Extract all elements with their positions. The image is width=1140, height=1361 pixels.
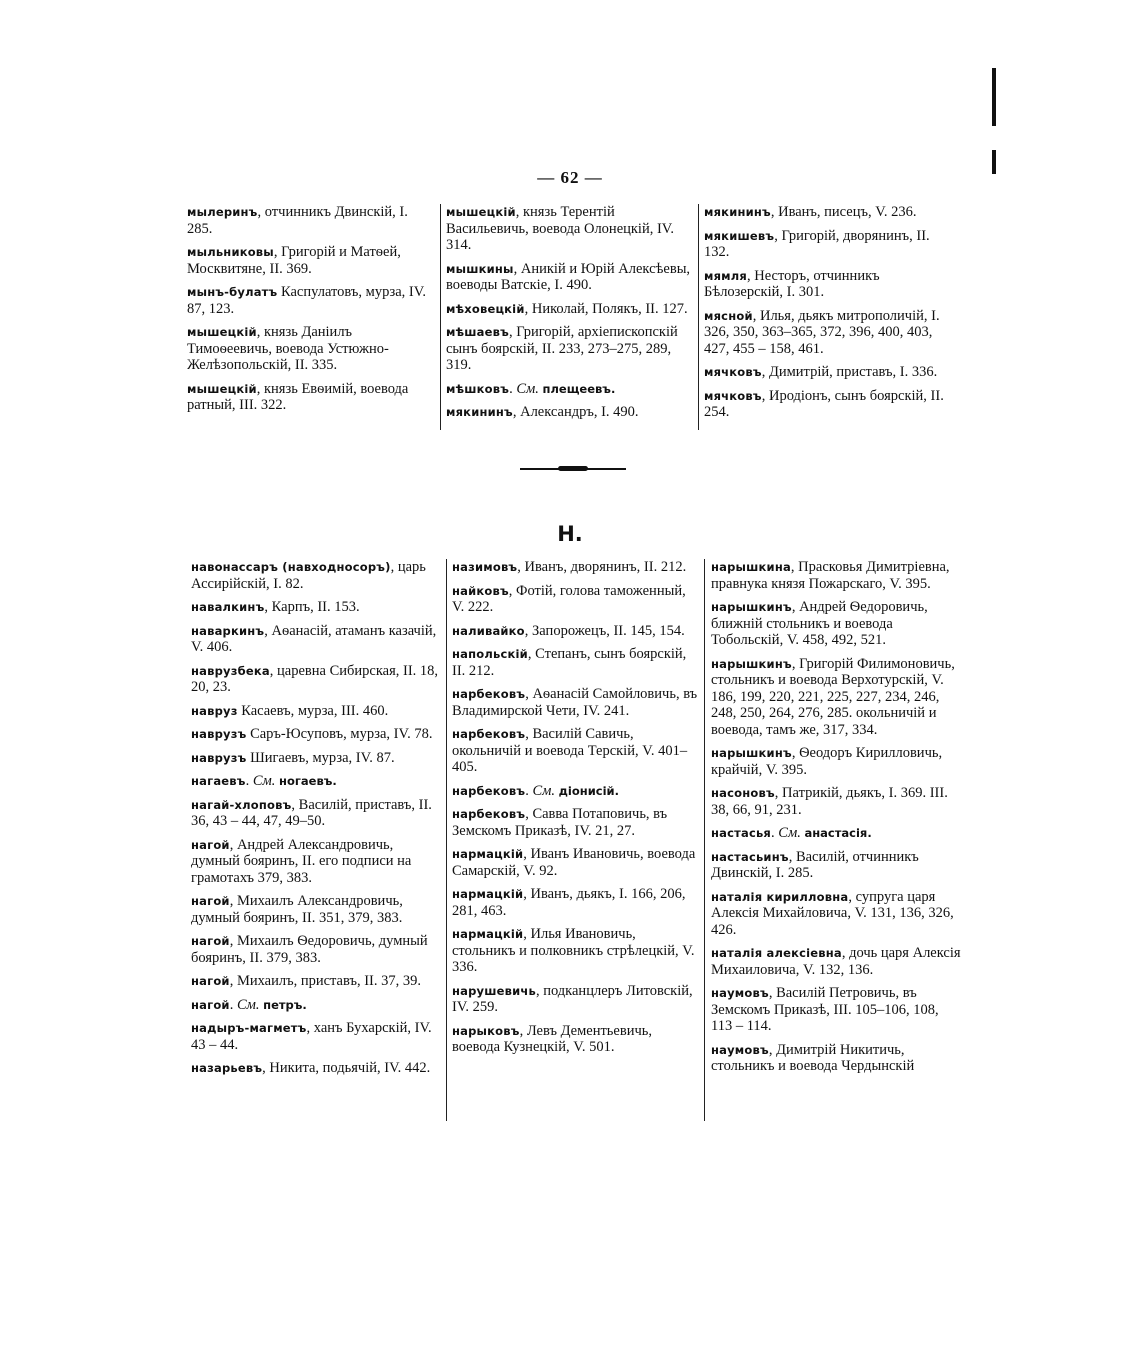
scan-margin-mark: [992, 68, 996, 126]
entry-text: , Александръ, I. 490.: [512, 404, 639, 420]
column-rule: [704, 559, 705, 1121]
entry-text: , князь Даніилъ Тимоѳеевичь, воевода Устюжно-Желѣзопольскій, II. 335.: [187, 324, 389, 373]
entry-text: , Степанъ, сынъ боярскій, II. 212.: [452, 646, 687, 679]
index-entry: [187, 244, 435, 277]
entry-text: , Андрей Александровичь, думный бояринъ, II. его подписи на грамотахъ 379, 383.: [191, 836, 412, 886]
index-entry: [452, 783, 700, 800]
entry-text: , Илья Ивановичь, стольникъ и полковникъ стрѣлецкій, V. 336.: [452, 926, 695, 975]
index-entry: [187, 284, 435, 317]
entry-headword: мынъ-булатъ: [187, 285, 278, 299]
index-entry: [452, 726, 700, 776]
entry-headword: мячковъ: [704, 365, 762, 379]
page-number: — 62 —: [537, 168, 603, 187]
entry-headword: наврузбека: [191, 663, 270, 678]
entry-text: , Николай, Полякъ, II. 127.: [524, 300, 688, 317]
index-entry: [191, 797, 441, 830]
index-entry: [187, 204, 435, 237]
index-entry: [711, 945, 963, 978]
entry-headword: найковъ: [452, 583, 509, 598]
scan-margin-mark: [992, 150, 996, 174]
entry-headword: наталія алексіевна: [711, 946, 842, 960]
index-entry: [704, 388, 954, 421]
index-entry: [191, 893, 441, 926]
index-entry: [711, 825, 963, 842]
entry-headword: нагаевъ: [191, 774, 246, 788]
index-entry: [191, 1020, 441, 1053]
index-entry: [187, 381, 435, 414]
see-reference-target: плещеевъ.: [542, 381, 616, 396]
entry-headword: мямля: [704, 268, 747, 283]
index-entry: [452, 886, 700, 919]
index-entry: [191, 726, 441, 743]
entry-headword: наврузъ: [191, 750, 247, 765]
index-entry: [191, 1060, 441, 1077]
entry-headword: нарбековъ: [452, 783, 526, 798]
index-entry: [191, 559, 441, 592]
entry-headword: мыльниковы: [187, 245, 274, 259]
entry-headword: нагой: [191, 934, 230, 948]
entry-text: .: [771, 825, 779, 841]
index-entry: [452, 1023, 700, 1056]
entry-text: Саръ-Юсуповъ, мурза, IV. 78.: [246, 726, 433, 742]
index-entry: [446, 261, 692, 294]
column-rule: [698, 204, 699, 430]
entry-text: , подканцлеръ Литовскій, IV. 259.: [452, 982, 693, 1015]
entry-headword: нармацкій: [452, 927, 524, 941]
entry-headword: нагой: [191, 837, 230, 852]
index-entry: [191, 773, 441, 790]
entry-text: , Фотій, голова таможенный, V. 222.: [452, 582, 686, 615]
entry-headword: мѣшаевъ: [446, 325, 509, 339]
index-entry: [452, 559, 700, 576]
entry-headword: назимовъ: [452, 560, 518, 574]
entry-text: , Василій Петровичь, въ Земскомъ Приказѣ, III. 105–106, 108, 113 – 114.: [711, 985, 939, 1034]
entry-headword: настасья: [711, 826, 772, 840]
entry-headword: наваркинъ: [191, 623, 265, 638]
index-entry: [452, 983, 700, 1016]
entry-headword: нарышкинъ: [711, 656, 792, 671]
entry-headword: нарышкинъ: [711, 600, 792, 614]
entry-headword: мякининъ: [704, 205, 771, 219]
entry-text: Касаевъ, мурза, III. 460.: [237, 702, 389, 719]
index-entry: [711, 656, 963, 739]
top-column-2: [446, 204, 692, 428]
index-entry: [711, 559, 963, 592]
entry-headword: наталія кирилловна: [711, 889, 849, 904]
entry-headword: навруз: [191, 703, 238, 718]
entry-headword: мякишевъ: [704, 228, 775, 243]
entry-text: , Запорожецъ, II. 145, 154.: [524, 622, 685, 639]
see-reference-label: См.: [516, 380, 539, 397]
entry-text: , царевна Сибирская, II. 18, 20, 23.: [191, 662, 439, 695]
column-rule: [440, 204, 441, 430]
entry-text: .: [525, 782, 533, 799]
index-entry: [711, 785, 963, 818]
index-entry: [452, 846, 700, 879]
entry-headword: нармацкій: [452, 847, 524, 861]
entry-text: , ханъ Бухарскій, IV. 43 – 44.: [191, 1020, 432, 1053]
entry-headword: наливайко: [452, 623, 525, 638]
entry-text: , царь Ассирійскій, I. 82.: [191, 559, 426, 592]
index-entry: [452, 806, 700, 839]
entry-text: , Иванъ, дьякъ, I. 166, 206, 281, 463.: [452, 886, 686, 919]
index-entry: [191, 599, 441, 616]
index-entry: [191, 623, 441, 656]
index-entry: [452, 686, 700, 719]
index-entry: [446, 204, 692, 254]
entry-text: , Аѳанасій, атаманъ казачій, V. 406.: [191, 622, 437, 655]
entry-text: , князь Терентій Васильевичь, воевода Олонецкій, IV. 314.: [446, 204, 675, 253]
see-reference-label: См.: [252, 773, 276, 789]
index-entry: [711, 599, 963, 649]
index-entry: [711, 889, 963, 939]
entry-headword: нагой: [191, 997, 230, 1012]
entry-text: , Димитрій Никитичь, стольникъ и воевода Чердынскій: [711, 1041, 915, 1074]
entry-text: , Василій, отчинникъ Двинскій, I. 285.: [711, 848, 919, 881]
entry-headword: наврузъ: [191, 727, 247, 741]
entry-headword: мышкины: [446, 261, 514, 276]
index-entry: [446, 404, 692, 421]
bottom-column-2: [452, 559, 700, 1063]
see-reference-target: петръ.: [263, 997, 307, 1012]
see-reference-label: См.: [236, 996, 260, 1013]
index-entry: [452, 926, 700, 976]
index-entry: [452, 646, 700, 679]
index-entry: [704, 228, 954, 261]
entry-headword: мылеринъ: [187, 205, 258, 219]
entry-text: , Григорій Филимоновичь, стольникъ и воевода Верхотурскій, V. 186, 199, 220, 221, 225, 227, 234, 246, 248, 250, 264, 276, 285. окольничій и воевода, тамъ же, 317, 334.: [711, 655, 955, 738]
index-entry: [452, 583, 700, 616]
top-column-1: [187, 204, 435, 421]
entry-headword: нагай-хлоповъ: [191, 797, 292, 812]
entry-text: , Григорій, дворянинъ, II. 132.: [704, 227, 930, 260]
entry-text: , Карпъ, II. 153.: [264, 599, 360, 615]
index-entry: [704, 268, 954, 301]
entry-headword: надыръ-магметъ: [191, 1021, 307, 1035]
entry-text: , Михаилъ Ѳедоровичь, думный бояринъ, II. 379, 383.: [191, 933, 428, 966]
entry-text: , Несторъ, отчинникъ Бѣлозерскій, I. 301.: [704, 267, 880, 300]
entry-headword: нарушевичь: [452, 983, 536, 998]
entry-text: .: [245, 773, 253, 789]
entry-headword: напольскій: [452, 647, 528, 661]
index-entry: [711, 985, 963, 1035]
entry-headword: наумовъ: [711, 1042, 769, 1057]
column-rule: [446, 559, 447, 1121]
see-reference-target: ногаевъ.: [279, 774, 337, 788]
bottom-column-1: [191, 559, 441, 1084]
entry-headword: навалкинъ: [191, 600, 265, 614]
bottom-column-3: [711, 559, 963, 1082]
entry-headword: настасьинъ: [711, 849, 789, 864]
entry-text: , Михаилъ, приставъ, II. 37, 39.: [229, 973, 421, 989]
entry-text: .: [509, 380, 517, 397]
index-entry: [191, 837, 441, 887]
index-entry: [446, 381, 692, 398]
entry-text: , Савва Потаповичь, въ Земскомъ Приказѣ, IV. 21, 27.: [452, 806, 668, 839]
see-reference-target: діонисій.: [558, 783, 619, 798]
entry-text: , Василій, приставъ, II. 36, 43 – 44, 47, 49–50.: [191, 796, 432, 829]
entry-text: .: [229, 996, 237, 1013]
index-entry: [446, 301, 692, 318]
index-entry: [711, 849, 963, 882]
entry-text: , Илья, дьякъ митрополичій, I. 326, 350, 363–365, 372, 396, 400, 403, 427, 455 – 158, 461.: [704, 307, 940, 357]
entry-text: , Никита, подьячій, IV. 442.: [262, 1060, 431, 1076]
entry-text: , Прасковья Димитріевна, правнука князя Пожарскаго, V. 395.: [711, 559, 950, 592]
entry-text: , Димитрій, приставъ, I. 336.: [761, 364, 938, 380]
index-entry: [704, 308, 954, 358]
entry-text: , отчинникъ Двинскій, I. 285.: [187, 204, 408, 237]
entry-text: , Аѳанасій Самойловичь, въ Владимирской Чети, IV. 241.: [452, 686, 698, 719]
entry-headword: наумовъ: [711, 986, 769, 1000]
entry-headword: нарышкинъ: [711, 746, 792, 760]
index-entry: [191, 997, 441, 1014]
entry-headword: мышецкій: [187, 325, 257, 339]
entry-headword: нарышкина: [711, 560, 791, 574]
entry-text: Шигаевъ, мурза, IV. 87.: [246, 749, 395, 766]
entry-text: , князь Евѳимій, воевода ратный, III. 322.: [187, 380, 409, 413]
see-reference-label: См.: [778, 825, 801, 841]
entry-headword: мышецкій: [446, 205, 516, 219]
entry-headword: мячковъ: [704, 388, 762, 403]
entry-headword: мясной: [704, 308, 753, 323]
index-entry: [191, 750, 441, 767]
entry-text: , Григорій, архіепископскій сынъ боярскій, II. 233, 273–275, 289, 319.: [446, 324, 678, 373]
entry-text: , Андрей Ѳедоровичь, ближній стольникъ и воевода Тобольскій, V. 458, 492, 521.: [711, 599, 928, 648]
entry-text: , Левъ Дементьевичь, воевода Кузнецкій, V. 501.: [452, 1022, 652, 1055]
index-entry: [187, 324, 435, 374]
index-entry: [446, 324, 692, 374]
entry-text: , дочь царя Алексія Михаиловича, V. 132, 136.: [711, 945, 961, 978]
entry-headword: насоновъ: [711, 786, 775, 800]
index-entry: [191, 933, 441, 966]
entry-text: Каспулатовъ, мурза, IV. 87, 123.: [187, 284, 426, 317]
entry-text: , Ѳеодоръ Кирилловичь, крайчій, V. 395.: [711, 745, 943, 778]
entry-text: , супруга царя Алексія Михайловича, V. 131, 136, 326, 426.: [711, 888, 954, 938]
index-entry: [191, 703, 441, 720]
entry-text: , Иродіонъ, сынъ боярскій, II. 254.: [704, 387, 944, 420]
entry-text: , Михаилъ Александровичь, думный бояринъ, II. 351, 379, 383.: [191, 893, 403, 926]
see-reference-label: См.: [532, 782, 556, 799]
entry-headword: навонассаръ (навходносоръ): [191, 560, 391, 574]
entry-text: , Иванъ, дворянинъ, II. 212.: [517, 559, 687, 575]
entry-headword: нарбековъ: [452, 807, 526, 821]
entry-headword: нагой: [191, 974, 230, 988]
entry-headword: мѣховецкій: [446, 301, 525, 316]
entry-headword: нарбековъ: [452, 687, 526, 701]
entry-text: , Патрикій, дьякъ, I. 369. III. 38, 66, 91, 231.: [711, 785, 948, 818]
entry-headword: нагой: [191, 894, 230, 908]
index-entry: [191, 973, 441, 990]
entry-text: , Григорій и Матѳей, Москвитяне, II. 369.: [187, 244, 401, 277]
index-entry: [704, 364, 954, 381]
index-entry: [191, 663, 441, 696]
entry-text: , Василій Савичь, окольничій и воевода Терскій, V. 401–405.: [452, 726, 688, 775]
entry-headword: нармацкій: [452, 887, 524, 901]
entry-text: , Аникій и Юрій Алексѣевы, воеводы Ватскіе, I. 490.: [446, 260, 691, 293]
top-column-3: [704, 204, 954, 428]
entry-headword: мякининъ: [446, 405, 513, 419]
index-entry: [711, 745, 963, 778]
ornamental-divider: [520, 466, 626, 472]
see-reference-target: анастасія.: [804, 826, 872, 840]
entry-headword: мѣшковъ: [446, 381, 510, 396]
entry-headword: назарьевъ: [191, 1061, 263, 1075]
entry-headword: нарбековъ: [452, 727, 526, 741]
entry-headword: нарыковъ: [452, 1023, 520, 1038]
entry-text: , Иванъ, писецъ, V. 236.: [770, 204, 917, 220]
entry-headword: мышецкій: [187, 381, 257, 396]
index-entry: [704, 204, 954, 221]
index-entry: [452, 623, 700, 640]
index-entry: [711, 1042, 963, 1075]
section-letter: Н.: [557, 522, 583, 546]
entry-text: , Иванъ Ивановичь, воевода Самарскій, V. 92.: [452, 846, 696, 879]
